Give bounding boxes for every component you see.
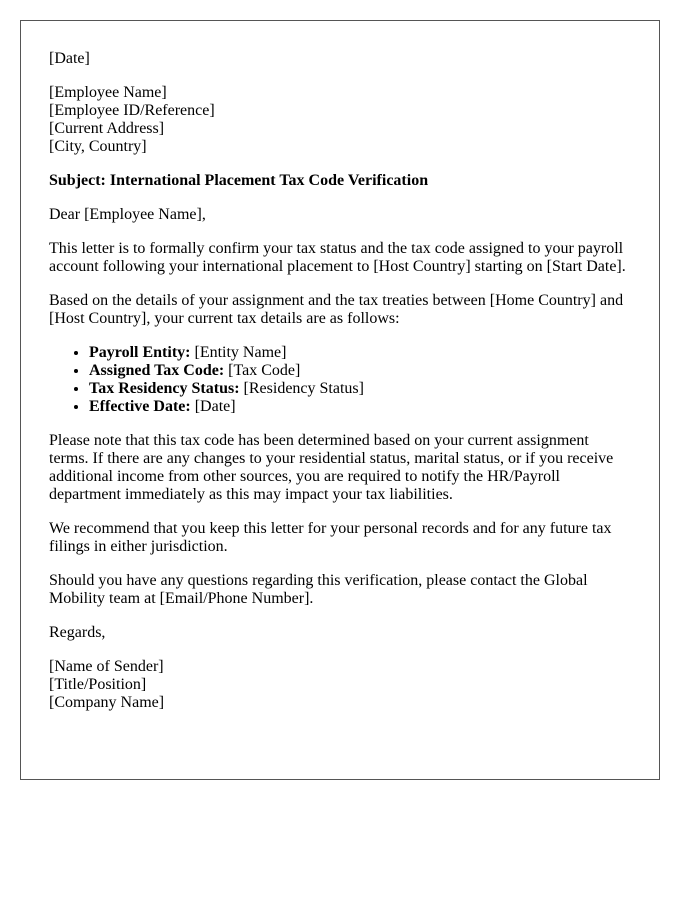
sender-company: [Company Name] (49, 694, 165, 711)
detail-label: Tax Residency Status: (89, 380, 240, 397)
paragraph-records: We recommend that you keep this letter for your personal records and for any future tax filings in either jurisdiction. (49, 520, 612, 555)
detail-label: Effective Date: (89, 398, 191, 415)
detail-value: [Entity Name] (190, 344, 287, 361)
paragraph-details-intro: Based on the details of your assignment and the tax treaties between [Home Country] and [Host Country], your current tax details are as follows: (49, 292, 624, 327)
recipient-city-country: [City, Country] (49, 138, 147, 155)
letter-date: [Date] (49, 50, 90, 67)
paragraph-intro: This letter is to formally confirm your tax status and the tax code assigned to your payroll account following your international placement to [Host Country] starting on [Start Date]. (49, 240, 626, 275)
tax-details-list (49, 344, 631, 416)
list-item (89, 344, 631, 362)
recipient-address: [Current Address] (49, 120, 165, 137)
paragraph-notice: Please note that this tax code has been determined based on your current assignment terms. If there are any changes to your residential status, marital status, or if you receive additional income from other sources, you are required to notify the HR/Payroll department immediately as this may impact your tax liabilities. (49, 432, 614, 503)
detail-label: Payroll Entity: (89, 344, 191, 361)
detail-value: [Date] (190, 398, 236, 415)
letter-subject: Subject: International Placement Tax Code Verification (49, 172, 429, 189)
paragraph-contact: Should you have any questions regarding this verification, please contact the Global Mobility team at [Email/Phone Number]. (49, 572, 588, 607)
letter-closing: Regards, (49, 624, 106, 641)
recipient-block (49, 84, 631, 156)
recipient-name: [Employee Name] (49, 84, 167, 101)
list-item (89, 380, 631, 398)
sender-name: [Name of Sender] (49, 658, 164, 675)
list-item (89, 398, 631, 416)
detail-value: [Residency Status] (239, 380, 364, 397)
list-item (89, 362, 631, 380)
detail-label: Assigned Tax Code: (89, 362, 225, 379)
sender-block (49, 658, 631, 712)
letter-page (20, 20, 660, 780)
letter-greeting: Dear [Employee Name], (49, 206, 206, 223)
recipient-id: [Employee ID/Reference] (49, 102, 215, 119)
sender-title: [Title/Position] (49, 676, 147, 693)
detail-value: [Tax Code] (224, 362, 301, 379)
